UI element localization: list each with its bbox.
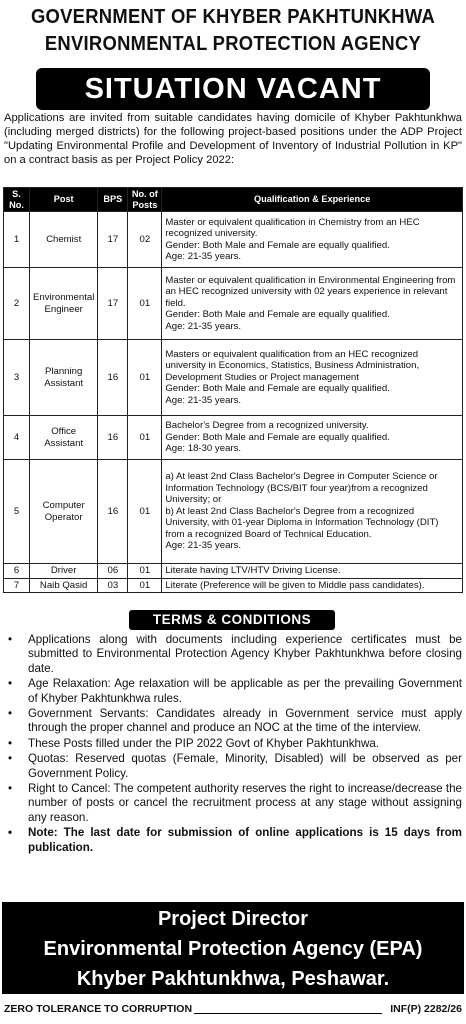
table-row [4, 212, 463, 268]
col-header-bps: BPS [98, 188, 128, 212]
row-qualification [162, 268, 463, 340]
term-text: Government Servants: Candidates already in Government service must apply through the proper channel and produce an NOC at the time of the interview. [28, 707, 462, 735]
term-text: These Posts filled under the PIP 2022 Govt of Khyber Pakhtunkhwa. [28, 736, 380, 750]
qualification-line: Literate (Preference will be given to Middle pass candidates). [165, 579, 425, 591]
row-sno: 6 [4, 564, 30, 579]
row-bps: 17 [98, 268, 128, 340]
bottom-divider [194, 1013, 382, 1014]
row-qualification [162, 460, 463, 564]
row-qualification [162, 212, 463, 268]
col-header-qualification: Qualification & Experience [162, 188, 463, 212]
qualification-line: Gender: Both Male and Female are equally qualified. [165, 431, 390, 443]
row-sno: 3 [4, 340, 30, 416]
row-posts: 02 [128, 212, 162, 268]
row-post: Driver [30, 564, 98, 579]
row-posts: 01 [128, 564, 162, 579]
qualification-line: Age: 21-35 years. [165, 540, 242, 552]
qualification-line: Master or equivalent qualification in Chemistry from an HEC recognized university. [165, 216, 420, 239]
table-header-row [4, 188, 463, 212]
agency-title: ENVIRONMENTAL PROTECTION AGENCY [44, 33, 422, 55]
row-bps: 16 [98, 416, 128, 460]
term-text: Quotas: Reserved quotas (Female, Minority, Disabled) will be observed as per Government Policy. [28, 752, 462, 780]
row-sno: 4 [4, 416, 30, 460]
row-posts: 01 [128, 268, 162, 340]
row-post: Office Assistant [30, 416, 98, 460]
qualification-line: Bachelor's Degree from a recognized university. [165, 420, 369, 432]
list-item [4, 677, 462, 706]
situation-vacant-banner: SITUATION VACANT [36, 68, 430, 110]
qualification-line: a) At least 2nd Class Bachelor's Degree in Computer Science or Information Technology (BCS/BIT four year)from a recognized University; or [165, 471, 438, 506]
bullet-icon: • [8, 752, 13, 766]
list-item [4, 752, 462, 781]
row-posts: 01 [128, 578, 162, 593]
bullet-icon: • [8, 677, 13, 691]
row-bps: 03 [98, 578, 128, 593]
bullet-icon: • [8, 707, 13, 721]
col-header-posts: No. of Posts [128, 188, 162, 212]
intro-paragraph: Applications are invited from suitable candidates having domicile of Khyber Pakhtunkhwa (including merged districts) for the following project-based positions under the ADP Project "Updating Environmental Profile and Development of Inventory of Industrial Pollution in KP" on a contract basis as per Project Policy 2022: [4, 112, 462, 166]
list-item-note [4, 826, 462, 855]
row-sno: 5 [4, 460, 30, 564]
bullet-icon: • [8, 782, 13, 796]
row-posts: 01 [128, 340, 162, 416]
qualification-line: Gender: Both Male and Female are equally qualified. [165, 309, 390, 321]
qualification-line: Age: 21-35 years. [165, 394, 242, 406]
terms-heading: TERMS & CONDITIONS [129, 610, 335, 630]
row-post: Chemist [30, 212, 98, 268]
list-item [4, 737, 462, 751]
table-row [4, 578, 463, 593]
term-text: Right to Cancel: The competent authority reserves the right to increase/decrease the number of posts or cancel the recruitment process at any stage without assigning any reason. [28, 782, 462, 824]
qualification-line: Gender: Both Male and Female are equally qualified. [165, 239, 390, 251]
row-bps: 06 [98, 564, 128, 579]
row-bps: 17 [98, 212, 128, 268]
footer-signature-block [2, 902, 464, 994]
footer-agency: Environmental Protection Agency (EPA) [43, 938, 423, 960]
row-post: Naib Qasid [30, 578, 98, 593]
positions-table [3, 187, 463, 593]
row-posts: 01 [128, 416, 162, 460]
row-qualification [162, 340, 463, 416]
table-row [4, 564, 463, 579]
qualification-line: b) At least 2nd Class Bachelor's Degree from a recognized University, with 01-year Diploma in Information Technology (DIT) from a recognized Board of Technical Education. [165, 505, 439, 540]
row-posts: 01 [128, 460, 162, 564]
row-sno: 2 [4, 268, 30, 340]
row-post: Planning Assistant [30, 340, 98, 416]
qualification-line: Master or equivalent qualification in Environmental Engineering from an HEC recognized university with 02 years experience in relevant field. [165, 274, 456, 309]
term-text: Age Relaxation: Age relaxation will be applicable as per the prevailing Government of Khyber Pakhtunkhwa rules. [28, 677, 462, 705]
table-row [4, 340, 463, 416]
bullet-icon: • [8, 736, 13, 750]
row-sno: 7 [4, 578, 30, 593]
qualification-line: Age: 21-35 years. [165, 251, 242, 262]
government-title: GOVERNMENT OF KHYBER PAKHTUNKHWA [30, 6, 436, 28]
inf-number: INF(P) 2282/26 [390, 1003, 462, 1015]
table-row [4, 268, 463, 340]
qualification-line: Gender: Both Male and Female are equally qualified. [165, 383, 390, 395]
qualification-line: Age: 18-30 years. [165, 443, 242, 455]
bullet-icon: • [8, 633, 13, 646]
row-post: Computer Operator [30, 460, 98, 564]
terms-list [4, 633, 462, 856]
qualification-line: Masters or equivalent qualification from an HEC recognized university in Economics, Statistics, Business Administration, Development Studies or Project management [165, 348, 420, 383]
qualification-line: Literate having LTV/HTV Driving License. [165, 565, 341, 576]
row-qualification [162, 564, 463, 579]
footer-location: Khyber Pakhtunkhwa, Peshawar. [76, 968, 390, 990]
row-post: Environmental Engineer [30, 268, 98, 340]
col-header-post: Post [30, 188, 98, 212]
qualification-line: Age: 21-35 years. [165, 320, 242, 332]
row-bps: 16 [98, 460, 128, 564]
term-text: Applications along with documents including experience certificates must be submitted to Environmental Protection Agency Khyber Pakhtunkhwa before closing date. [28, 633, 462, 675]
footer-designation: Project Director [157, 908, 309, 930]
zero-tolerance-text: ZERO TOLERANCE TO CORRUPTION [4, 1003, 193, 1015]
list-item [4, 633, 462, 676]
row-qualification [162, 578, 463, 593]
row-qualification [162, 416, 463, 460]
row-bps: 16 [98, 340, 128, 416]
list-item [4, 707, 462, 736]
bullet-icon: • [8, 826, 13, 840]
col-header-sno: S. No. [4, 188, 30, 212]
list-item [4, 782, 462, 825]
table-row [4, 416, 463, 460]
row-sno: 1 [4, 212, 30, 268]
term-text: Note: The last date for submission of online applications is 15 days from publication. [28, 826, 462, 854]
table-row [4, 460, 463, 564]
bottom-strip [4, 1000, 462, 1018]
